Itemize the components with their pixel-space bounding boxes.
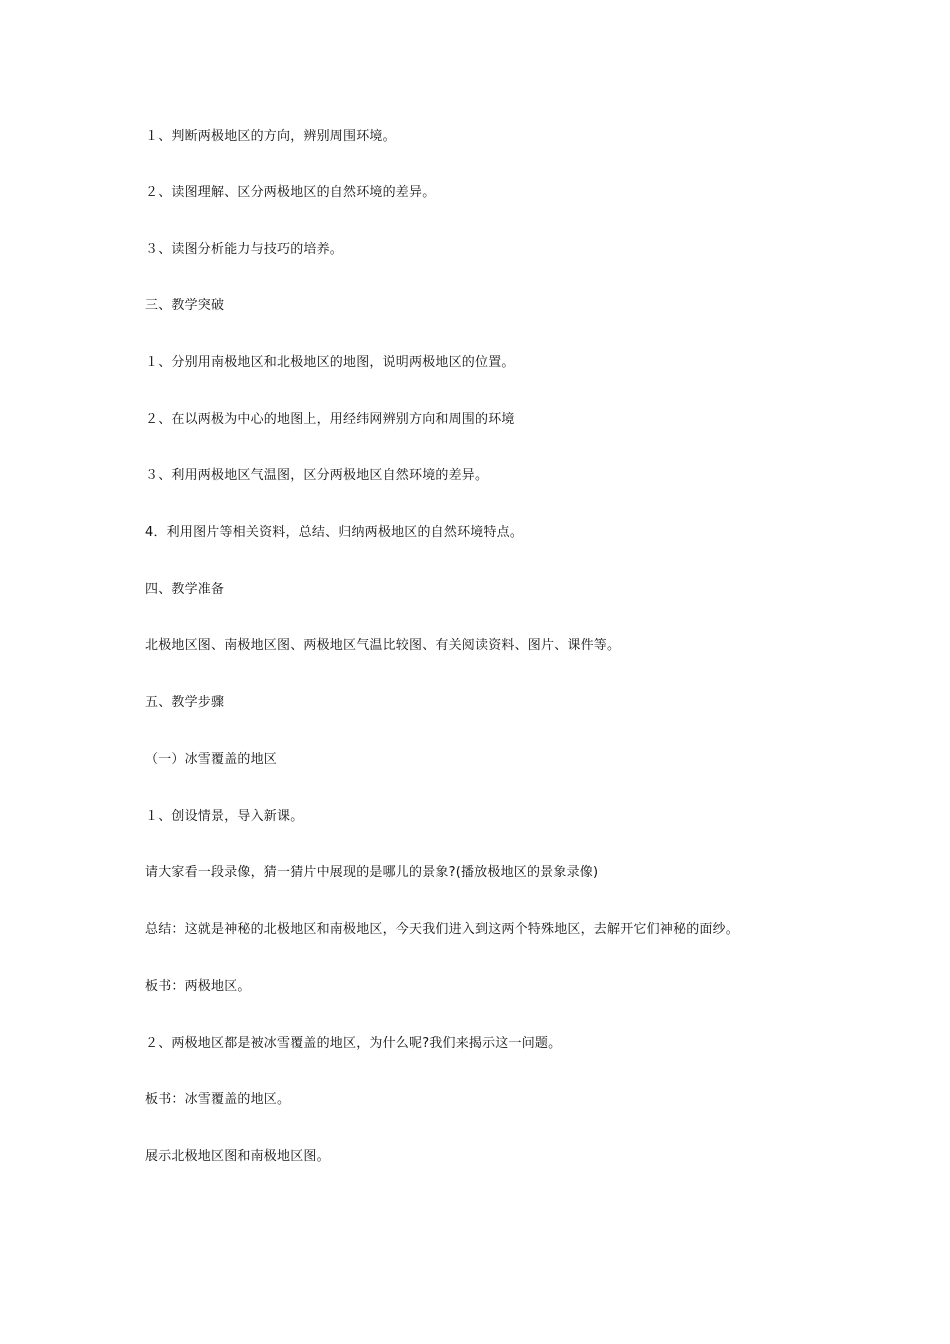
text-line: 北极地区图、南极地区图、两极地区气温比较图、有关阅读资料、图片、课件等。 — [145, 638, 621, 653]
text-line: 4．利用图片等相关资料，总结、归纳两极地区的自然环境特点。 — [145, 525, 524, 540]
section-heading: 三、教学突破 — [145, 298, 225, 313]
text-line: １、判断两极地区的方向，辨别周围环境。 — [145, 129, 396, 144]
text-line: 总结：这就是神秘的北极地区和南极地区，今天我们进入到这两个特殊地区，去解开它们神秘的面纱。 — [145, 922, 740, 937]
text-line: １、分别用南极地区和北极地区的地图，说明两极地区的位置。 — [145, 355, 515, 370]
text-line: ２、两极地区都是被冰雪覆盖的地区，为什么呢?我们来揭示这一问题。 — [145, 1036, 562, 1051]
section-heading: 五、教学步骤 — [145, 695, 225, 710]
section-heading: 四、教学准备 — [145, 582, 225, 597]
text-line: 请大家看一段录像，猜一猜片中展现的是哪儿的景象?(播放极地区的景象录像) — [145, 865, 599, 880]
text-line: ３、利用两极地区气温图，区分两极地区自然环境的差异。 — [145, 468, 489, 483]
text-line: 展示北极地区图和南极地区图。 — [145, 1149, 330, 1164]
text-line: 板书：冰雪覆盖的地区。 — [145, 1092, 291, 1107]
text-line: ３、读图分析能力与技巧的培养。 — [145, 242, 344, 257]
subsection-heading: （一）冰雪覆盖的地区 — [145, 752, 278, 767]
text-line: ２、读图理解、区分两极地区的自然环境的差异。 — [145, 185, 436, 200]
text-line: １、创设情景，导入新课。 — [145, 809, 304, 824]
text-line: ２、在以两极为中心的地图上，用经纬网辨别方向和周围的环境 — [145, 412, 515, 427]
text-line: 板书：两极地区。 — [145, 979, 251, 994]
